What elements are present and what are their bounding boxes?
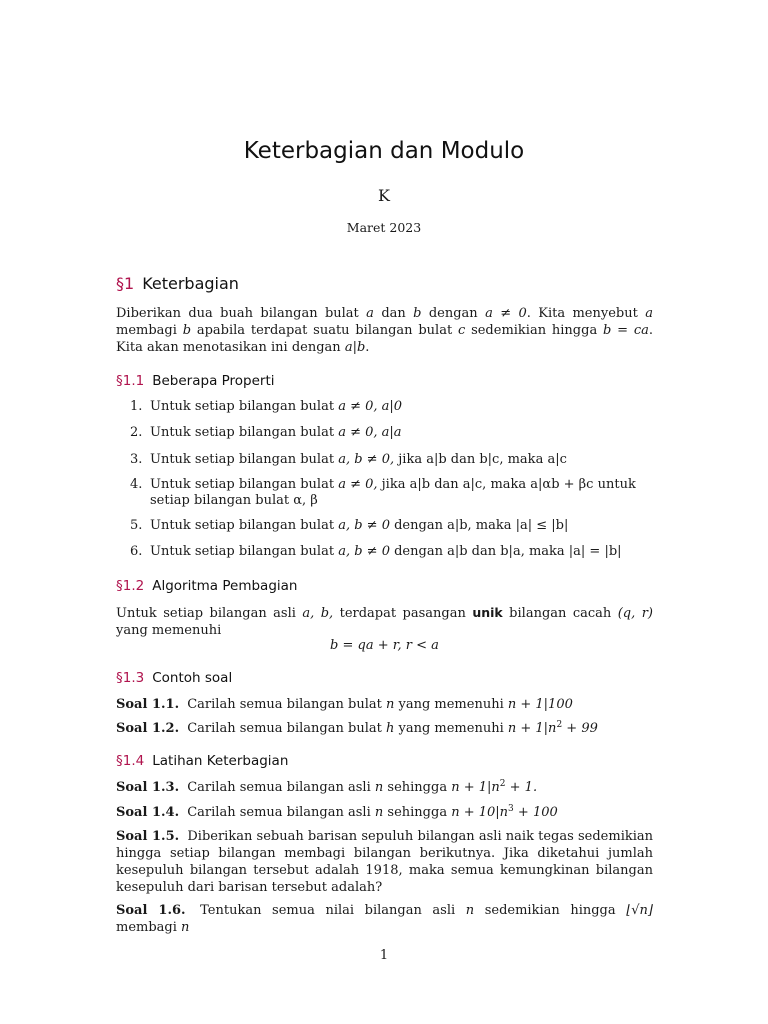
document-author: K (378, 186, 390, 205)
subsection-title: Algoritma Pembagian (152, 578, 298, 594)
subsection-heading-latihan (116, 753, 288, 769)
list-item: 3. Untuk setiap bilangan bulat a, b ≠ 0, jika a|b dan b|c, maka a|c (130, 452, 567, 467)
section-number: §1 (116, 274, 135, 293)
soal-1-6: Soal 1.6. Tentukan semua nilai bilangan asli n sedemikian hingga ⌊√n⌋ membagi n (116, 903, 654, 935)
list-item: 4. Untuk setiap bilangan bulat a ≠ 0, jika a|b dan a|c, maka a|αb + βc untuk setiap bilangan bulat α, β (130, 477, 636, 508)
soal-1-5: Soal 1.5. Diberikan sebuah barisan sepuluh bilangan asli naik tegas sedemikian hingga setiap bilangan membagi bilangan berikutnya. Jika diketahui jumlah kesepuluh bilangan tersebut adalah 1918, maka semua kemungkinan bilangan kesepuluh dari barisan tersebut adalah? (116, 829, 654, 895)
subsection-heading-properti (116, 373, 275, 389)
subsection-title: Beberapa Properti (152, 373, 275, 389)
document-date: Maret 2023 (346, 220, 422, 235)
document-title: Keterbagian dan Modulo (243, 138, 525, 164)
subsection-title: Contoh soal (152, 670, 233, 686)
section-title: Keterbagian (142, 274, 239, 293)
soal-1-1: Soal 1.1. Carilah semua bilangan bulat n yang memenuhi n + 1|100 (116, 697, 573, 712)
list-item: 2. Untuk setiap bilangan bulat a ≠ 0, a|a (130, 425, 402, 440)
page-number: 1 (379, 948, 389, 963)
soal-1-4: Soal 1.4. Carilah semua bilangan asli n sehingga $n + 10|n^3 + 100$ (116, 804, 558, 820)
subsection-heading-algoritma (116, 578, 297, 594)
subsection-number: §1.2 (116, 578, 145, 594)
subsection-title: Latihan Keterbagian (152, 753, 289, 769)
subsection-number: §1.1 (116, 373, 145, 389)
soal-1-2: Soal 1.2. Carilah semua bilangan bulat h yang memenuhi $n + 1|n^2 + 99$ (116, 720, 598, 736)
algoritma-paragraph: Untuk setiap bilangan asli a, b, terdapat pasangan unik bilangan cacah (q, r) yang memenuhi (116, 605, 653, 638)
intro-paragraph: Diberikan dua buah bilangan bulat a dan b dengan a ≠ 0. Kita menyebut a membagi b apabila terdapat suatu bilangan bulat c sedemikian hingga b = ca. Kita akan menotasikan ini dengan a|b. (116, 306, 653, 355)
list-item: 6. Untuk setiap bilangan bulat a, b ≠ 0 dengan a|b dan b|a, maka |a| = |b| (130, 544, 622, 559)
subsection-number: §1.4 (116, 753, 145, 769)
subsection-number: §1.3 (116, 670, 145, 686)
section-heading-keterbagian (116, 274, 239, 293)
division-equation: b = qa + r, r < a (330, 638, 439, 653)
soal-1-3: Soal 1.3. Carilah semua bilangan asli n sehingga $n + 1|n^2 + 1$. (116, 779, 538, 795)
list-item: 1. Untuk setiap bilangan bulat a ≠ 0, a|0 (130, 399, 403, 414)
list-item: 5. Untuk setiap bilangan bulat a, b ≠ 0 dengan a|b, maka |a| ≤ |b| (130, 518, 569, 533)
subsection-heading-contoh (116, 670, 232, 686)
